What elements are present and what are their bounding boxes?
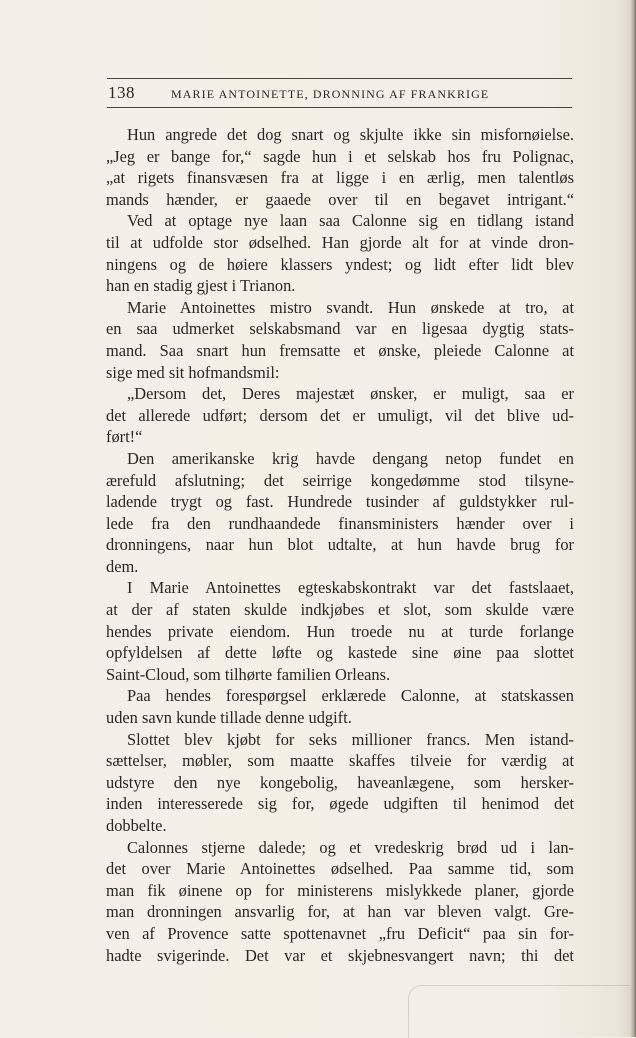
text-line: det allerede udført; dersom det er umuligt, vil det blive ud- [106, 405, 574, 425]
text-line: sættelser, møbler, som maatte skaffes tilveie for værdig at [106, 751, 574, 771]
text-line: ven af Provence satte spottenavnet „fru Deficit“ paa sin for- [106, 923, 574, 943]
text-line: udstyre den nye kongebolig, haveanlægene, som hersker- [106, 772, 574, 792]
text-line: hadte svigerinde. Det var et skjebnesvangert navn; thi det [106, 945, 574, 965]
text-line: man dronningen ansvarlig for, at han var bleven valgt. Gre- [106, 902, 574, 922]
text-line: han en stadig gjest i Trianon. [106, 276, 296, 296]
text-line: Marie Antoinettes mistro svandt. Hun ønskede at tro, at [127, 297, 574, 317]
text-line: uden savn kunde tillade denne udgift. [106, 708, 352, 728]
running-head: MARIE ANTOINETTE, DRONNING AF FRANKRIGE [171, 87, 490, 101]
text-line: til at udfolde stor ødselhed. Han gjorde alt for at vinde dron- [106, 232, 574, 252]
text-line: ladende trygt og fast. Hundrede tusinder af guldstykker rul- [106, 492, 574, 512]
text-line: hendes private eiendom. Hun troede nu at turde forlange [106, 621, 574, 641]
text-line: ført!“ [106, 427, 143, 447]
text-line: Ved at optage nye laan saa Calonne sig en tidlang istand [127, 211, 574, 231]
text-line: „at rigets finansvæsen fra at ligge i en ærlig, men talentløs [106, 168, 574, 188]
page-number: 138 [108, 83, 135, 102]
text-line: Hun angrede det dog snart og skjulte ikke sin misfornøielse. [127, 125, 574, 144]
text-line: ærefuld afslutning; det seirrige kongedømme stod tilsyne- [106, 470, 574, 490]
text-line: „Jeg er bange for,“ sagde hun i et selskab hos fru Polignac, [106, 146, 574, 166]
text-line: mands hænder, er gaaede over til en begavet intrigant.“ [106, 189, 574, 209]
text-line: I Marie Antoinettes egteskabskontrakt var det fastslaaet, [127, 578, 574, 598]
text-line: Paa hendes forespørgsel erklærede Calonne, at statskassen [127, 686, 574, 706]
text-line: det over Marie Antoinettes ødselhed. Paa samme tid, som [106, 859, 574, 879]
body-text [106, 124, 574, 966]
text-line: ningens og de høiere klassers yndest; og lidt efter lidt blev [106, 254, 574, 274]
text-line: at der af staten skulde indkjøbes et slot, som skulde være [106, 600, 574, 620]
text-line: lede fra den rundhaandede finansministers hænder over i [106, 513, 574, 533]
text-line: opfyldelsen af dette løfte og kastede sine øine paa slottet [106, 643, 574, 663]
text-line: Saint-Cloud, som tilhørte familien Orleans. [106, 664, 391, 684]
text-line: Den amerikanske krig havde dengang netop fundet en [127, 448, 574, 468]
text-line: „Dersom det, Deres majestæt ønsker, er muligt, saa er [127, 384, 574, 404]
text-line: en saa udmerket selskabsmand var en ligesaa dygtig stats- [106, 319, 574, 339]
text-line: dobbelte. [106, 816, 167, 835]
page-edge-shadow [630, 0, 636, 1037]
text-line: dronningens, naar hun blot udtalte, at hun havde brug for [106, 535, 574, 555]
text-line: inden interesserede sig for, øgede udgiften til henimod det [106, 794, 574, 814]
text-line: Slottet blev kjøbt for seks millioner francs. Men istand- [127, 729, 574, 749]
text-line: sige med sit hofmandsmil: [106, 362, 280, 382]
text-line: dem. [106, 556, 139, 576]
text-line: Calonnes stjerne dalede; og et vredeskrig brød ud i lan- [127, 837, 574, 857]
page-header [107, 78, 572, 108]
page-corner-mark [408, 985, 629, 1038]
text-line: man fik øinene op for ministerens mislykkede planer, gjorde [106, 880, 574, 900]
text-line: mand. Saa snart hun fremsatte et ønske, pleiede Calonne at [106, 340, 574, 360]
